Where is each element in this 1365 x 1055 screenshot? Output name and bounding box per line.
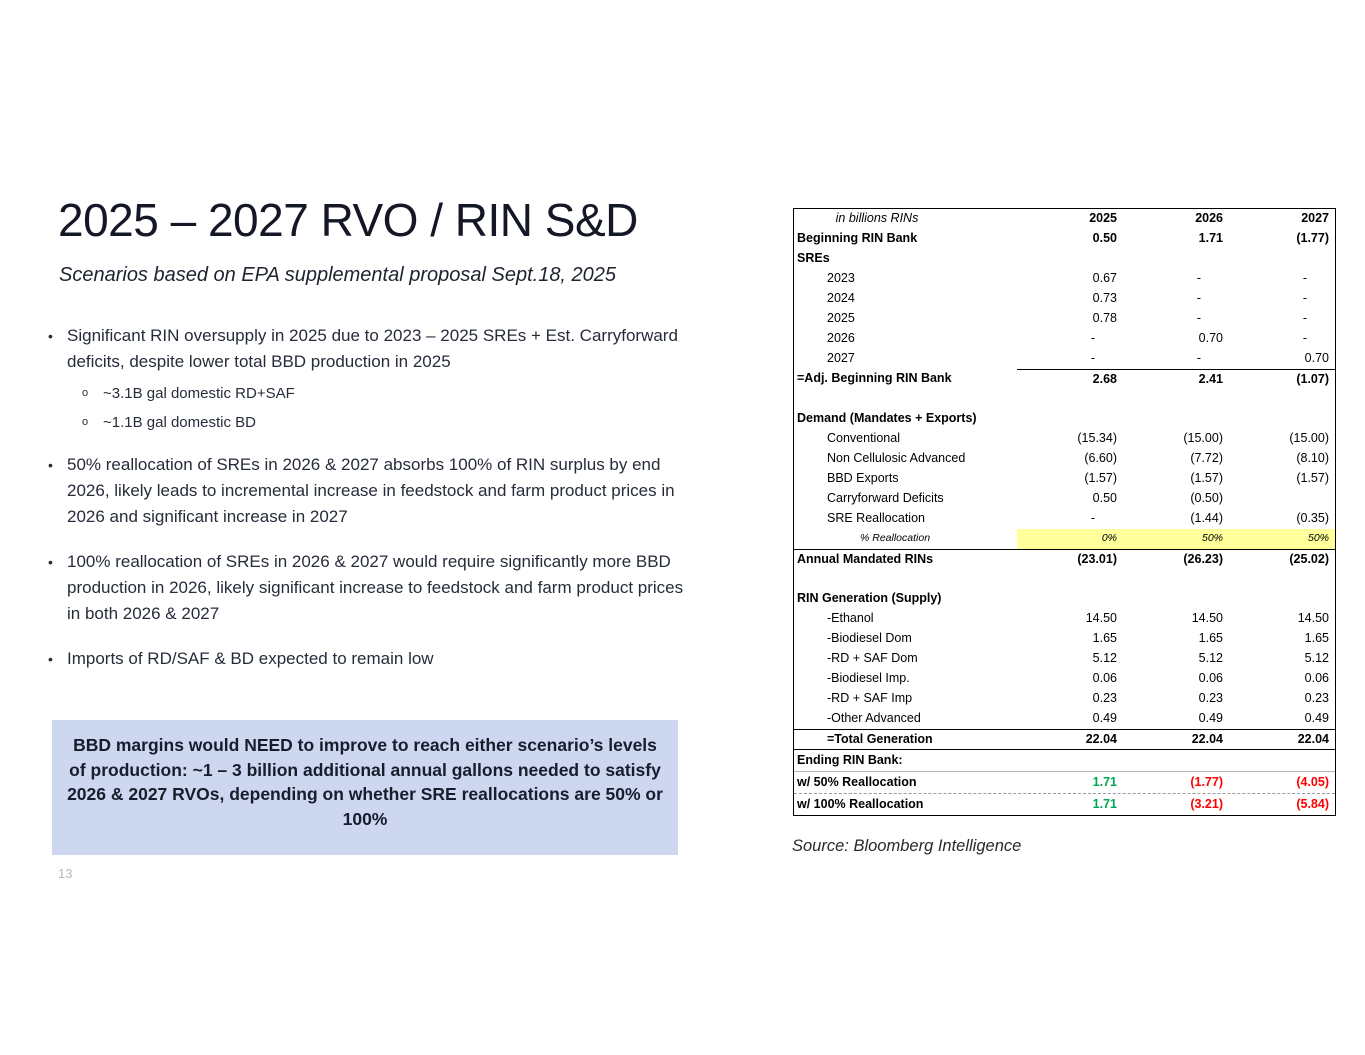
cell-value: 1.71 bbox=[1092, 775, 1117, 789]
cell-value: (15.34) bbox=[1077, 431, 1117, 445]
cell-value bbox=[1017, 589, 1123, 609]
sub-bullet-item bbox=[82, 412, 684, 433]
bullet-item bbox=[48, 452, 684, 530]
bullet-group bbox=[48, 549, 684, 627]
cell-value: 0.50 bbox=[1092, 231, 1117, 245]
bullet-text: Significant RIN oversupply in 2025 due to 2023 – 2025 SREs + Est. Carryforward deficits, despite lower total BBD production in 2025 bbox=[67, 326, 678, 371]
cell-value: 2.68 bbox=[1017, 369, 1123, 389]
cell-value: (0.35) bbox=[1296, 511, 1329, 525]
cell-value: 0.49 bbox=[1092, 711, 1117, 725]
bullet-marker: • bbox=[48, 457, 53, 473]
cell-value: 0.23 bbox=[1304, 691, 1329, 705]
cell-value: (15.00) bbox=[1289, 431, 1329, 445]
row-label: Beginning RIN Bank bbox=[797, 231, 918, 245]
cell-value: (7.72) bbox=[1190, 451, 1223, 465]
cell-value bbox=[1123, 569, 1229, 589]
cell-value: 1.65 bbox=[1198, 631, 1223, 645]
cell-value: (1.57) bbox=[1084, 471, 1117, 485]
page-title: 2025 – 2027 RVO / RIN S&D bbox=[58, 194, 638, 246]
bullet-item bbox=[48, 646, 684, 672]
cell-value: 0.23 bbox=[1198, 691, 1223, 705]
cell-value bbox=[1229, 569, 1335, 589]
cell-value: 0.06 bbox=[1092, 671, 1117, 685]
column-header-2026: 2026 bbox=[1195, 211, 1223, 225]
row-label: w/ 100% Reallocation bbox=[797, 797, 924, 811]
cell-value: 5.12 bbox=[1198, 651, 1223, 665]
cell-value: - bbox=[1196, 351, 1201, 365]
row-label: -Ethanol bbox=[827, 611, 874, 625]
slide-subtitle: Scenarios based on EPA supplemental proposal Sept.18, 2025 bbox=[59, 264, 617, 286]
cell-value: - bbox=[1302, 271, 1307, 285]
row-label: Carryforward Deficits bbox=[827, 491, 944, 505]
table-row bbox=[794, 249, 1335, 269]
row-label: 2024 bbox=[827, 291, 855, 305]
cell-value: (1.07) bbox=[1229, 369, 1335, 389]
cell-value: 5.12 bbox=[1304, 651, 1329, 665]
column-header-2025: 2025 bbox=[1089, 211, 1117, 225]
cell-value: 0.73 bbox=[1092, 291, 1117, 305]
table-row bbox=[794, 749, 1335, 771]
cell-value bbox=[1229, 249, 1335, 269]
cell-value: - bbox=[1302, 331, 1307, 345]
row-label: =Total Generation bbox=[827, 732, 933, 746]
page-number: 13 bbox=[58, 866, 73, 881]
source-note: Source: Bloomberg Intelligence bbox=[792, 837, 1022, 855]
cell-value: 0.50 bbox=[1092, 491, 1117, 505]
table-row bbox=[794, 609, 1335, 629]
cell-value: 0.67 bbox=[1092, 271, 1117, 285]
bullet-item bbox=[48, 323, 684, 375]
row-label: 2025 bbox=[827, 311, 855, 325]
callout-text: BBD margins would NEED to improve to reach either scenario’s levels of production: ~1 – 3 billion additional annual gallons needed to satisfy 2026 & 2027 RVOs, depending on whether SRE reallocations are 50% or 100% bbox=[67, 735, 663, 829]
cell-value: 1.71 bbox=[1198, 231, 1223, 245]
row-label bbox=[794, 389, 1017, 409]
cell-value: (23.01) bbox=[1077, 552, 1117, 566]
cell-value: (25.02) bbox=[1289, 552, 1329, 566]
cell-value: 14.50 bbox=[1297, 611, 1329, 625]
row-label: Annual Mandated RINs bbox=[797, 552, 934, 566]
cell-value bbox=[1123, 750, 1229, 771]
cell-value: (4.05) bbox=[1296, 775, 1329, 789]
cell-value: (3.21) bbox=[1190, 797, 1223, 811]
bullet-text: 50% reallocation of SREs in 2026 & 2027 absorbs 100% of RIN surplus by end 2026, likely leads to incremental increase in feedstock and farm product prices in 2026 and significant increase in 2027 bbox=[67, 455, 675, 526]
bullet-marker: • bbox=[48, 554, 53, 570]
row-label: 2026 bbox=[827, 331, 855, 345]
row-label: Ending RIN Bank: bbox=[797, 753, 903, 767]
cell-value: (0.50) bbox=[1190, 491, 1223, 505]
cell-value: (1.77) bbox=[1296, 231, 1329, 245]
row-label: Non Cellulosic Advanced bbox=[827, 451, 966, 465]
row-label: RIN Generation (Supply) bbox=[797, 591, 942, 605]
cell-value: (8.10) bbox=[1296, 451, 1329, 465]
table-row bbox=[794, 329, 1335, 349]
table-row bbox=[794, 649, 1335, 669]
table-row bbox=[794, 429, 1335, 449]
table-row bbox=[794, 389, 1335, 409]
cell-value: 50% bbox=[1123, 529, 1229, 549]
table-row bbox=[794, 409, 1335, 429]
cell-value: - bbox=[1196, 311, 1201, 325]
cell-value: 0.78 bbox=[1092, 311, 1117, 325]
bullet-text: 100% reallocation of SREs in 2026 & 2027 would require significantly more BBD production in 2026, likely significant increase to feedstock and farm product prices in both 2026 & 2027 bbox=[67, 552, 684, 623]
cell-value: 22.04 bbox=[1191, 732, 1223, 746]
row-label: -Other Advanced bbox=[827, 711, 921, 725]
cell-value: - bbox=[1196, 271, 1201, 285]
cell-value: (26.23) bbox=[1183, 552, 1223, 566]
cell-value bbox=[1229, 750, 1335, 771]
table-row bbox=[794, 549, 1335, 569]
table-row bbox=[794, 589, 1335, 609]
cell-value: - bbox=[1196, 291, 1201, 305]
row-label: -RD + SAF Imp bbox=[827, 691, 913, 705]
table-unit-label: in billions RINs bbox=[835, 211, 919, 225]
cell-value bbox=[1017, 389, 1123, 409]
bullet-group bbox=[48, 452, 684, 530]
table-row bbox=[794, 729, 1335, 749]
cell-value: (1.77) bbox=[1190, 775, 1223, 789]
sub-bullet-text: ~1.1B gal domestic BD bbox=[103, 414, 256, 431]
table-row bbox=[794, 793, 1335, 815]
cell-value: 0.70 bbox=[1198, 331, 1223, 345]
cell-value bbox=[1123, 389, 1229, 409]
cell-value: 22.04 bbox=[1085, 732, 1117, 746]
cell-value bbox=[1229, 589, 1335, 609]
row-label: -RD + SAF Dom bbox=[827, 651, 918, 665]
cell-value bbox=[1123, 589, 1229, 609]
row-label bbox=[794, 569, 1017, 589]
row-label: BBD Exports bbox=[827, 471, 899, 485]
cell-value: (1.57) bbox=[1190, 471, 1223, 485]
cell-value: 14.50 bbox=[1085, 611, 1117, 625]
bullet-text: Imports of RD/SAF & BD expected to remain low bbox=[67, 649, 434, 668]
table-row bbox=[794, 369, 1335, 389]
cell-value: 50% bbox=[1229, 529, 1335, 549]
callout-box bbox=[52, 720, 678, 855]
cell-value: (1.44) bbox=[1190, 511, 1223, 525]
bullet-group bbox=[48, 323, 684, 433]
cell-value: - bbox=[1302, 311, 1307, 325]
cell-value: - bbox=[1090, 331, 1095, 345]
row-label: SREs bbox=[797, 251, 830, 265]
sub-bullet-marker: o bbox=[82, 416, 89, 428]
cell-value bbox=[1017, 409, 1123, 429]
table-row bbox=[794, 509, 1335, 529]
sub-bullet-text: ~3.1B gal domestic RD+SAF bbox=[103, 385, 295, 402]
cell-value bbox=[1229, 409, 1335, 429]
row-label: -Biodiesel Dom bbox=[827, 631, 912, 645]
table-row bbox=[794, 309, 1335, 329]
row-label: -Biodiesel Imp. bbox=[827, 671, 910, 685]
cell-value bbox=[1123, 249, 1229, 269]
cell-value bbox=[1017, 569, 1123, 589]
row-label: Demand (Mandates + Exports) bbox=[797, 411, 977, 425]
cell-value: 1.71 bbox=[1092, 797, 1117, 811]
bullet-item bbox=[48, 549, 684, 627]
sub-bullet-item bbox=[82, 383, 684, 404]
bullet-group bbox=[48, 646, 684, 672]
table-row bbox=[794, 489, 1335, 509]
bullet-marker: • bbox=[48, 651, 53, 667]
row-label: Conventional bbox=[827, 431, 900, 445]
cell-value: 0.06 bbox=[1304, 671, 1329, 685]
table-row bbox=[794, 529, 1335, 549]
cell-value: (5.84) bbox=[1296, 797, 1329, 811]
row-label: 2023 bbox=[827, 271, 855, 285]
cell-value: 5.12 bbox=[1092, 651, 1117, 665]
sub-bullet-marker: o bbox=[82, 387, 89, 399]
cell-value: 2.41 bbox=[1123, 369, 1229, 389]
cell-value: 0% bbox=[1017, 529, 1123, 549]
table-row bbox=[794, 669, 1335, 689]
table-header-row bbox=[794, 209, 1335, 229]
cell-value: 0.06 bbox=[1198, 671, 1223, 685]
table-row bbox=[794, 629, 1335, 649]
cell-value bbox=[1123, 409, 1229, 429]
cell-value: - bbox=[1302, 291, 1307, 305]
table-row bbox=[794, 269, 1335, 289]
row-label: % Reallocation bbox=[860, 532, 931, 544]
row-label: =Adj. Beginning RIN Bank bbox=[797, 371, 952, 385]
table-row bbox=[794, 349, 1335, 369]
table-row bbox=[794, 689, 1335, 709]
cell-value bbox=[1229, 489, 1335, 509]
table-row bbox=[794, 709, 1335, 729]
cell-value bbox=[1017, 750, 1123, 771]
cell-value: 1.65 bbox=[1304, 631, 1329, 645]
bullet-list bbox=[48, 323, 684, 691]
cell-value: - bbox=[1090, 511, 1095, 525]
table-row bbox=[794, 469, 1335, 489]
table-row bbox=[794, 449, 1335, 469]
bullet-marker: • bbox=[48, 328, 53, 344]
table-row bbox=[794, 229, 1335, 249]
cell-value: (6.60) bbox=[1084, 451, 1117, 465]
cell-value: 0.49 bbox=[1304, 711, 1329, 725]
cell-value bbox=[1017, 249, 1123, 269]
rin-table bbox=[793, 208, 1336, 816]
cell-value: 0.23 bbox=[1092, 691, 1117, 705]
cell-value: 14.50 bbox=[1191, 611, 1223, 625]
cell-value: (15.00) bbox=[1183, 431, 1223, 445]
column-header-2027: 2027 bbox=[1301, 211, 1329, 225]
cell-value: 1.65 bbox=[1092, 631, 1117, 645]
table-row bbox=[794, 289, 1335, 309]
table-row bbox=[794, 771, 1335, 793]
cell-value: (1.57) bbox=[1296, 471, 1329, 485]
cell-value: - bbox=[1090, 351, 1095, 365]
row-label: w/ 50% Reallocation bbox=[797, 775, 917, 789]
rin-table-body bbox=[794, 229, 1335, 815]
row-label: 2027 bbox=[827, 351, 855, 365]
table-row bbox=[794, 569, 1335, 589]
cell-value: 22.04 bbox=[1297, 732, 1329, 746]
cell-value bbox=[1229, 389, 1335, 409]
cell-value: 0.70 bbox=[1304, 351, 1329, 365]
row-label: SRE Reallocation bbox=[827, 511, 925, 525]
cell-value: 0.49 bbox=[1198, 711, 1223, 725]
